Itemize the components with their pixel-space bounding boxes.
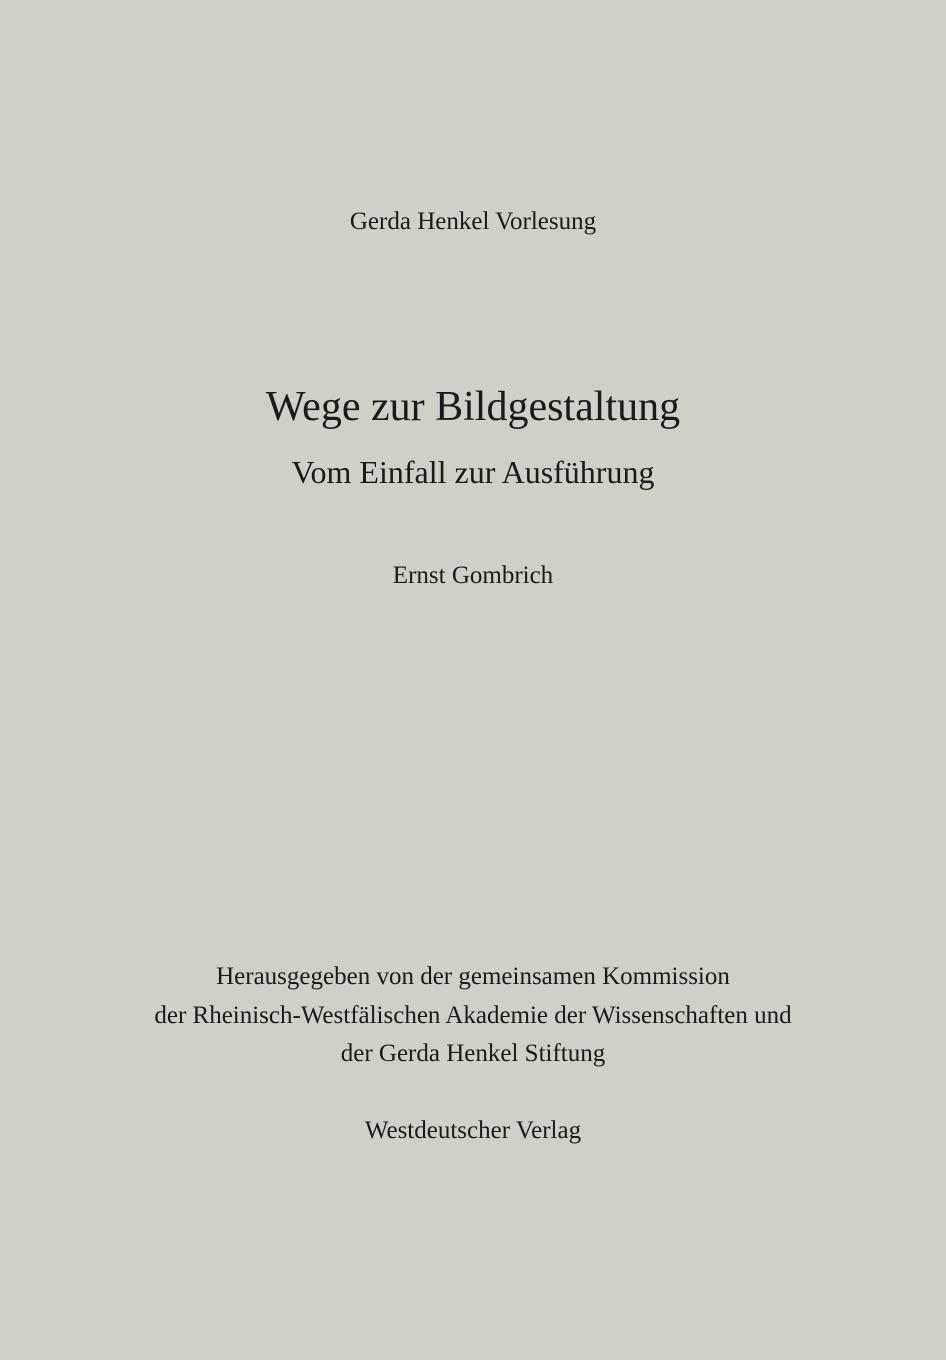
author-name: Ernst Gombrich xyxy=(392,562,554,589)
publisher-name: Westdeutscher Verlag xyxy=(364,1117,582,1144)
book-title: Wege zur Bildgestaltung xyxy=(265,384,681,430)
editorial-line-1: Herausgegeben von der gemeinsamen Kommission xyxy=(216,963,730,990)
editorial-line-3: der Gerda Henkel Stiftung xyxy=(340,1040,606,1067)
editorial-line-2: der Rheinisch-Westfälischen Akademie der Wissenschaften und xyxy=(154,1002,792,1029)
series-name: Gerda Henkel Vorlesung xyxy=(349,208,597,235)
book-subtitle: Vom Einfall zur Ausführung xyxy=(291,454,655,490)
